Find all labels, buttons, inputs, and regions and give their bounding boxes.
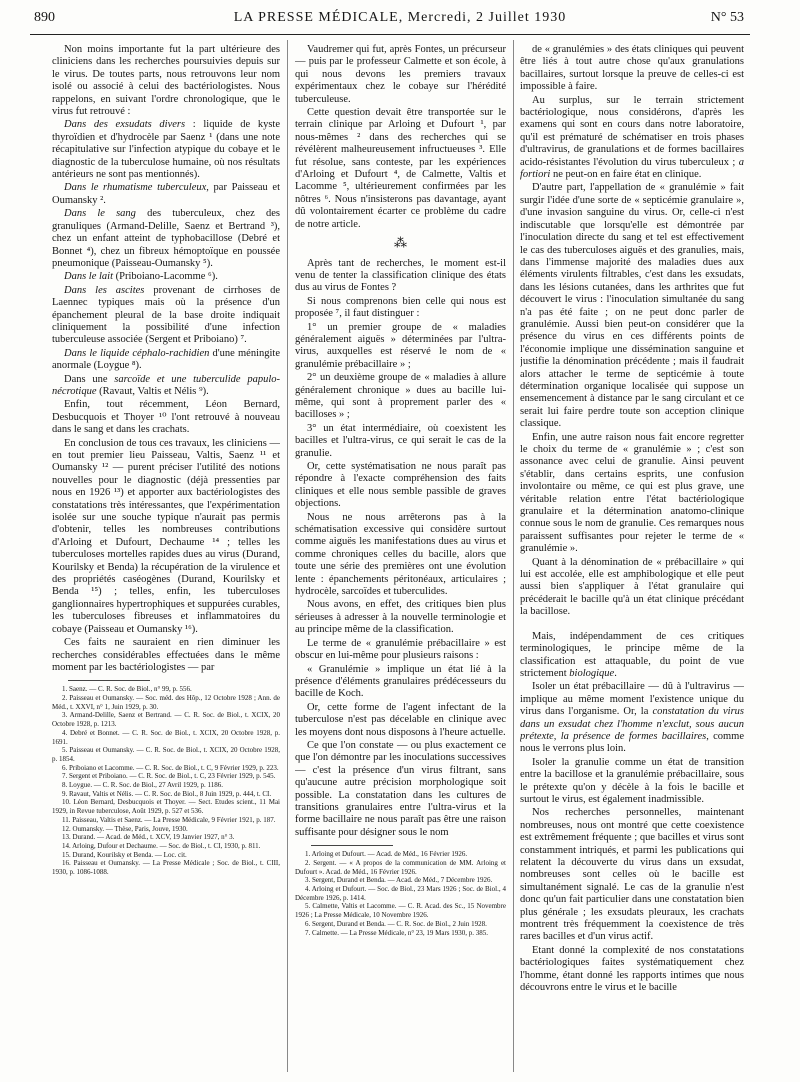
footnote: 7. Sergent et Priboiano. — C. R. Soc. de Biol., t. C, 23 Février 1929, p. 545. <box>62 772 276 781</box>
paragraph: Dans le rhumatisme tuberculeux, par Paisseau et Oumansky ². <box>52 182 280 206</box>
footnote: 9. Ravaut, Valtis et Nélis. — C. R. Soc. de Biol., 8 Juin 1929, p. 444, t. CI. <box>62 789 272 798</box>
paragraph: Isoler la granulie comme un état de transition entre la bacillose et la granulémie prébacillaire, sous le prétexte qu'on y décèle à la fois le bacille et surtout le virus, est également inadmissible. <box>520 756 744 805</box>
paragraph: Le terme de « granulémie prébacillaire » est obscur en lui-même pour plusieurs raisons : <box>295 637 506 662</box>
paragraph: D'autre part, l'appellation de « granulémie » fait surgir l'idée d'une sorte de « septicémie granulaire », d'une invasion sanguine du virus. Or, celle-ci n'est indiscutable que lorsqu'elle est démontrée par l'inoculation directe du sang et tel est effectivement le cas des tuberculoses aiguës et des granulies, mais, dans l'immense majorité des maladies dues aux éléments virulents filtrables, c'est dans les exsudats, dans les lésions cutanées, dans les arthrites que fut découvert le virus : l'inoculation simultanée du sang n'a pas été faite ; on ne peut donc parler de granulémie. Aussi bien peut-on considérer que la présence du virus en ces différents points de l'économie implique une dissémination sanguine et justifie la dénomination précédente ; mais il faudrait alors attacher le terme de septicémie à toute détermination organique localisée qui suppose un ensemencement à distance par le sang circulant et ce serait lui faire perdre toute son acception clinique classique. <box>520 182 744 430</box>
footnote: 7. Calmette. — La Presse Médicale, n° 23, 19 Mars 1930, p. 385. <box>305 928 489 937</box>
paragraph: 2° un deuxième groupe de « maladies à allure généralement chronique » dues au bacille lui-même, qui sont à proprement parler des « bacilloses » ; <box>295 372 506 421</box>
paragraph: Ces faits ne sauraient en rien diminuer les recherches considérables effectuées dans le même moment par les bactériologistes — par <box>52 637 280 673</box>
paragraph: Or, cette forme de l'agent infectant de la tuberculose n'est pas décelable en clinique avec les moyens dont nous disposons à l'heure actuelle. <box>295 701 506 738</box>
footnote: 6. Sergent, Durand et Benda. — C. R. Soc. de Biol., 2 Juin 1928. <box>305 919 487 928</box>
footnote: 2. Paisseau et Oumansky. — Soc. méd. des Hôp., 12 Octobre 1928 ; Ann. de Méd., t. XXVI, n° 1, Juin 1929, p. 30. <box>52 694 280 711</box>
footnote: 5. Calmette, Valtis et Lacomme. — C. R. Acad. des Sc., 15 Novembre 1926 ; La Presse Médicale, 10 Novembre 1926. <box>295 902 506 920</box>
footnote: 5. Paisseau et Oumansky. — C. R. Soc. de Biol., t. XCIX, 20 Octobre 1928, p. 1854. <box>52 746 280 763</box>
section-separator-stars: ⁂ <box>394 235 407 251</box>
paragraph: En conclusion de tous ces travaux, les cliniciens — en tout premier lieu Paisseau, Valtis, Saenz ¹¹ et Oumansky ¹² — purent préciser l'utilité des notions nouvelles pour le diagnostic (déjà pressenties par nous en 1926 ¹³) et apporter aux bactériologistes des constatations très intéressantes, que l'expérimentation isolée sur une souche typique n'aurait pas permis d'obtenir, telles les nombreuses contributions d'Arloing et Dufourt, Dechaume ¹⁴ ; telles les tuberculoses mortelles rapides dues au virus (Durand, Kourilsky et Benda) la récupération de la virulence et des propriétés caséogènes (Durand, Kourilsky et Benda ¹⁵) ; telles, enfin, les tuberculoses ganglionnaires hypertrophiques et suppurées curables, les tuberculoses fibreuses et inflammatoires du cobaye (Paisseau et Oumansky ¹⁶). <box>52 437 280 635</box>
paragraph: Enfin, une autre raison nous fait encore regretter le choix du terme de « granulémie » ; c'est son assonance avec celui de granulie. Ainsi peuvent s'établir, dans certains esprits, une confusion involontaire ou même, ce qui est plus grave, une véritable relation entre l'état bactériologique granulaire et la détermination anatomo-clinique connue sous le nom de granulie. Ces remarques nous paraissent suffisantes pour rejeter le terme de « granulémie ». <box>520 431 744 555</box>
paragraph: Nous ne nous arrêterons pas à la schématisation excessive qui considère surtout comme aiguës les manifestations dues au virus et comme chroniques celles du bacille, alors que toute une série des premières ont une évolution lente : épanchements péritonéaux, articulaires ; hydrocèle, sarcoïdes et tuberculides. <box>295 511 506 598</box>
italic-label: Dans le sang <box>64 208 136 220</box>
footnote: 1. Saenz. — C. R. Soc. de Biol., n° 99, p. 556. <box>62 685 192 694</box>
paragraph: 3° un état intermédiaire, où coexistent les bacilles et l'ultra-virus, ce qui serait le cas de la granulie. <box>295 422 506 459</box>
paragraph: Dans le sang des tuberculeux, chez des granuliques (Armand-Delille, Saenz et Bertrand ³), chez un enfant atteint de typhobacillose (Debré et Bonnet ⁴), chez un fibreux hémoptoïque en poussée pneumonique (Paisseau-Oumansky ⁵). <box>52 208 280 269</box>
column-divider <box>513 40 514 1072</box>
issue-number: N° 53 <box>710 10 744 25</box>
footnote: 10. Léon Bernard, Desbucquois et Thoyer. — Sect. Etudes scient., 11 Mai 1929, in Revue tuberculose, Août 1929, p. 527 et 536. <box>52 798 280 816</box>
paragraph: Dans le lait (Priboiano-Lacomme ⁶). <box>64 271 218 283</box>
paragraph: Enfin, tout récemment, Léon Bernard, Desbucquois et Thoyer ¹⁰ l'ont retrouvé à nouveau dans le sang et dans les crachats. <box>52 399 280 436</box>
footnotes <box>295 850 506 937</box>
paragraph: Cette question devait être transportée sur le terrain clinique par Arloing et Dufourt ¹, par nous-mêmes ² dans des recherches qui se révélèrent malheureusement infructueuses ³. Elle fut résolue, sans conteste, par les expériences d'Arloing et Dufourt ⁴, de Calmette, Valtis et Lacomme ⁵, ultérieurement confirmées par les nôtres ⁶. Nous n'insisterons pas davantage, ayant dû volontairement écarter ce problème du cadre de notre article. <box>295 107 506 230</box>
paragraph: Dans les ascites provenant de cirrhoses de Laennec typiques mais où la présence d'un épanchement pleural de la base droite indiquait cliniquement la possibilité d'une infection tuberculeuse associée (Sergent et Priboiano) ⁷. <box>52 284 280 346</box>
footnote-rule <box>311 845 393 846</box>
column-divider <box>287 40 288 1072</box>
paragraph: 1° un premier groupe de « maladies généralement aiguës » déterminées par l'ultra-virus, auxquelles est réservé le nom de « granulémie prébacillaire » ; <box>295 321 506 370</box>
running-title: LA PRESSE MÉDICALE, Mercredi, 2 Juillet 1930 <box>233 10 567 25</box>
paragraph: « Granulémie » implique un état lié à la présence d'éléments granulaires prédécesseurs du bacille de Koch. <box>295 663 506 700</box>
paragraph: Si nous comprenons bien celle qui nous est proposée ⁷, il faut distinguer : <box>295 295 506 320</box>
paragraph: Quant à la dénomination de « prébacillaire » qui lui est accolée, elle est amphibologique et elle peut aussi bien s'appliquer à l'état granulaire qui précéderait le bacille qu'à un état clinique précédant la bacillose. <box>520 556 744 618</box>
footnote: 8. Loygue. — C. R. Soc. de Biol., 27 Avril 1929, p. 1186. <box>62 781 223 790</box>
paragraph: Après tant de recherches, le moment est-il venu de tenter la classification clinique des états dus au virus de Fontes ? <box>295 257 506 294</box>
footnote-rule <box>68 680 150 681</box>
footnote: 1. Arloing et Dufourt. — Acad. de Méd., 16 Février 1926. <box>305 850 468 859</box>
italic-label: sarcoïde et une tuberculide papulo-nécrotique <box>52 373 280 397</box>
footnote: 11. Paisseau, Valtis et Saenz. — La Presse Médicale, 9 Février 1921, p. 187. <box>62 815 276 824</box>
italic-label: Dans le liquide céphalo-rachidien <box>64 347 210 359</box>
footnote: 2. Sergent. — « A propos de la communication de MM. Arloing et Dufourt ». Acad. de Méd., 16 Février 1926. <box>295 858 506 876</box>
footnote: 6. Priboiano et Lacomme. — C. R. Soc. de Biol., t. C, 9 Février 1929, p. 223. <box>62 763 279 772</box>
paragraph: Au surplus, sur le terrain strictement bactériologique, nous considérons, d'après les examens qui sont en cours dans notre laboratoire, qu'il est prématuré de schématiser en trois phases d'ultravirus, de granulations et de formes bacillaires acido-résistantes l'évolution du virus tuberculeux ; a fortiori ne peut-on en faire état en clinique. <box>520 94 744 181</box>
footnote: 15. Durand, Kourilsky et Benda. — Loc. cit. <box>62 850 187 859</box>
italic-label: Dans le rhumatisme tuberculeux <box>64 182 207 194</box>
footnote: 3. Armand-Delille, Saenz et Bertrand. — C. R. Soc. de Biol., t. XCIX, 20 Octobre 1928, p. 1213. <box>52 711 280 729</box>
paragraph: Etant donné la complexité de nos constatations bactériologiques faites systématiquement chez l'homme, étant donné les rapports intimes que nous découvrons entre le virus et le bacille <box>520 944 744 994</box>
paragraph: Isoler un état prébacillaire — dû à l'ultravirus — implique au même moment l'existence unique du virus dans l'organisme. Or, la constatation du virus dans un exsudat chez l'homme n'exclut, sous aucun prétexte, la présence de formes bacillaires, comme nous le verrons plus loin. <box>520 681 744 755</box>
italic-phrase: a fortiori <box>520 156 744 181</box>
italic-label: Dans le lait <box>64 271 113 283</box>
footnote: 13. Durand. — Acad. de Méd., t. XCV, 19 Janvier 1927, n° 3. <box>62 833 235 842</box>
paragraph: Nos recherches personnelles, maintenant nombreuses, nous ont montré que cette coexistence est extrêmement fréquente ; que bacilles et virus sont constamment intriqués, et parmi les publications qui relatent la découverte du virus dans un exsudat, nombreuses sont celles où le bacille est simultanément signalé. Le cas de la granulie n'est donc qu'un fait particulier dans une constatation bien plus générale ; les exsudats pleuraux, les crachats montrent très fréquemment la coexistence de très rares bacilles et d'un virus actif. <box>520 807 744 943</box>
header-rule <box>30 34 750 35</box>
italic-phrase: constatation du virus dans un exsudat chez l'homme n'exclut, sous aucun prétexte, la présence de formes bacillaires <box>520 706 744 742</box>
footnotes <box>52 685 280 876</box>
paragraph: Mais, indépendamment de ces critiques terminologiques, le principe même de la classification est attaquable, du point de vue strictement biologique. <box>520 630 744 679</box>
column-middle <box>295 44 506 1074</box>
paragraph: Non moins importante fut la part ultérieure des cliniciens dans les recherches poursuivies depuis sur le virus. De toutes parts, nous retrouvons leur nom isolé ou associé à celui des bactériologistes. Nous rappelons, en suivant l'ordre chronologique, que le virus fut retrouvé : <box>52 44 280 118</box>
paragraph: Vaudremer qui fut, après Fontes, un précurseur — puis par le professeur Calmette et son école, à qui nous devons les premiers travaux expérimentaux chez le cobaye sur l'hérédité tuberculeuse. <box>295 44 506 105</box>
italic-label: Dans les ascites <box>64 284 145 296</box>
column-right <box>520 44 744 1074</box>
paragraph: Dans une sarcoïde et une tuberculide papulo-nécrotique (Ravaut, Valtis et Nélis ⁹). <box>52 373 280 397</box>
footnote: 3. Sergent, Durand et Benda. — Acad. de Méd., 7 Décembre 1926. <box>305 876 493 885</box>
paragraph: Nous avons, en effet, des critiques bien plus sérieuses à adresser à la nouvelle terminologie et au principe même de la classification. <box>295 599 506 636</box>
column-left <box>52 44 280 1074</box>
footnote: 14. Arloing, Dufour et Dechaume. — Soc. de Biol., t. CI, 1930, p. 811. <box>62 841 261 850</box>
italic-phrase: biologique <box>569 667 615 679</box>
italic-label: Dans des exsudats divers <box>64 119 186 131</box>
paragraph: Dans des exsudats divers : liquide de kyste thyroïdien et d'hydrocèle par Saenz ¹ (dans une note récapitulative sur l'infection atypique du cobaye et le diagnostic de la tuberculose humaine, où nos résultats antérieurs ne sont pas mentionnés). <box>52 119 280 181</box>
footnote: 12. Oumansky. — Thèse, Paris, Jouve, 1930. <box>62 824 188 833</box>
footnote: 4. Debré et Bonnet. — C. R. Soc. de Biol., t. XCIX, 20 Octobre 1928, p. 1691. <box>52 728 280 746</box>
footnote: 4. Arloing et Dufourt. — Soc. de Biol., 23 Mars 1926 ; Soc. de Biol., 4 Décembre 1926, p. 1414. <box>295 885 506 902</box>
paragraph: Or, cette systématisation ne nous paraît pas répondre à l'exacte compréhension des faits cliniques et elle nous semble passible de graves objections. <box>295 461 506 510</box>
paragraph: de « granulémies » des états cliniques qui peuvent être liés à tout autre chose qu'aux granulations bacillaires, surtout lorsque la preuve de celles-ci est impossible à faire. <box>520 44 744 93</box>
paragraph: Ce que l'on constate — ou plus exactement ce que l'on démontre par les inoculations successives — c'est la présence d'un virus filtrant, sans qu'aucune autre précision morphologique soit possible. La constatation dans les cultures de transitions granulaires entre l'ultra-virus et la forme bacillaire ne nous paraît pas être une raison suffisante pour désigner sous le nom <box>295 739 506 838</box>
paragraph: Dans le liquide céphalo-rachidien d'une méningite anormale (Loygue ⁸). <box>52 347 280 372</box>
footnote: 16. Paisseau et Oumansky. — La Presse Médicale ; Soc. de Biol., t. CIII, 1930, p. 1086-1088. <box>52 859 280 877</box>
page-number: 890 <box>34 10 55 25</box>
